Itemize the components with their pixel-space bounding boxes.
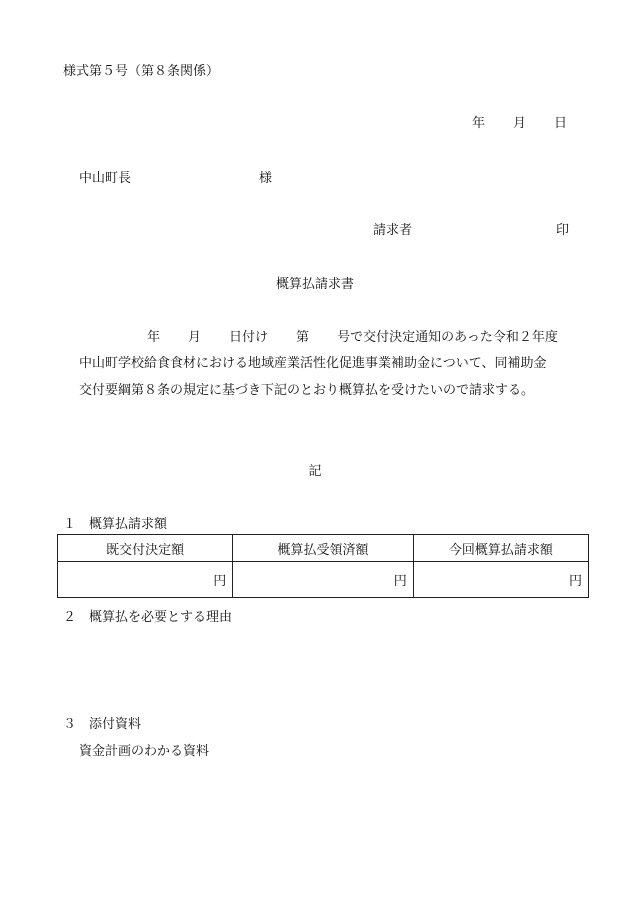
body-month: 月 — [188, 330, 202, 345]
document-title: 概算払請求書 — [275, 277, 354, 292]
ki-heading: 記 — [308, 464, 322, 479]
date-day: 日 — [554, 116, 568, 131]
section3-heading: ３ 添付資料 — [63, 717, 142, 732]
date-month: 月 — [513, 116, 527, 131]
addressee-honorific: 様 — [259, 171, 273, 186]
section2-heading: ２ 概算払を必要とする理由 — [63, 610, 233, 625]
body-year: 年 — [147, 330, 161, 345]
column-header: 既交付決定額 — [58, 535, 233, 562]
amount-table — [57, 534, 589, 598]
claimant-label: 請求者 — [373, 223, 413, 238]
form-number: 様式第５号（第８条関係） — [63, 64, 220, 79]
body-no: 第 — [296, 330, 310, 345]
body-dated: 日付け — [229, 330, 269, 345]
body-rest: 号で交付決定通知のあった令和２年度 — [337, 330, 558, 345]
table-row — [58, 562, 589, 598]
body-line-1 — [147, 326, 558, 345]
column-header: 今回概算払請求額 — [413, 535, 588, 562]
body-line-3: 交付要綱第８条の規定に基づき下記のとおり概算払を受けたいので請求する。 — [79, 383, 535, 398]
amount-cell: 円 — [58, 562, 233, 598]
amount-cell: 円 — [233, 562, 414, 598]
attachment-item: 資金計画のわかる資料 — [79, 744, 210, 759]
date-line — [472, 112, 567, 131]
seal-mark: 印 — [556, 223, 570, 238]
column-header: 概算払受領済額 — [233, 535, 414, 562]
amount-cell: 円 — [413, 562, 588, 598]
addressee-name: 中山町長 — [79, 171, 132, 186]
date-year: 年 — [472, 116, 486, 131]
table-header-row — [58, 535, 589, 562]
section1-heading: １ 概算払請求額 — [63, 517, 168, 532]
body-line-2: 中山町学校給食食材における地域産業活性化促進事業補助金について、同補助金 — [79, 356, 547, 371]
